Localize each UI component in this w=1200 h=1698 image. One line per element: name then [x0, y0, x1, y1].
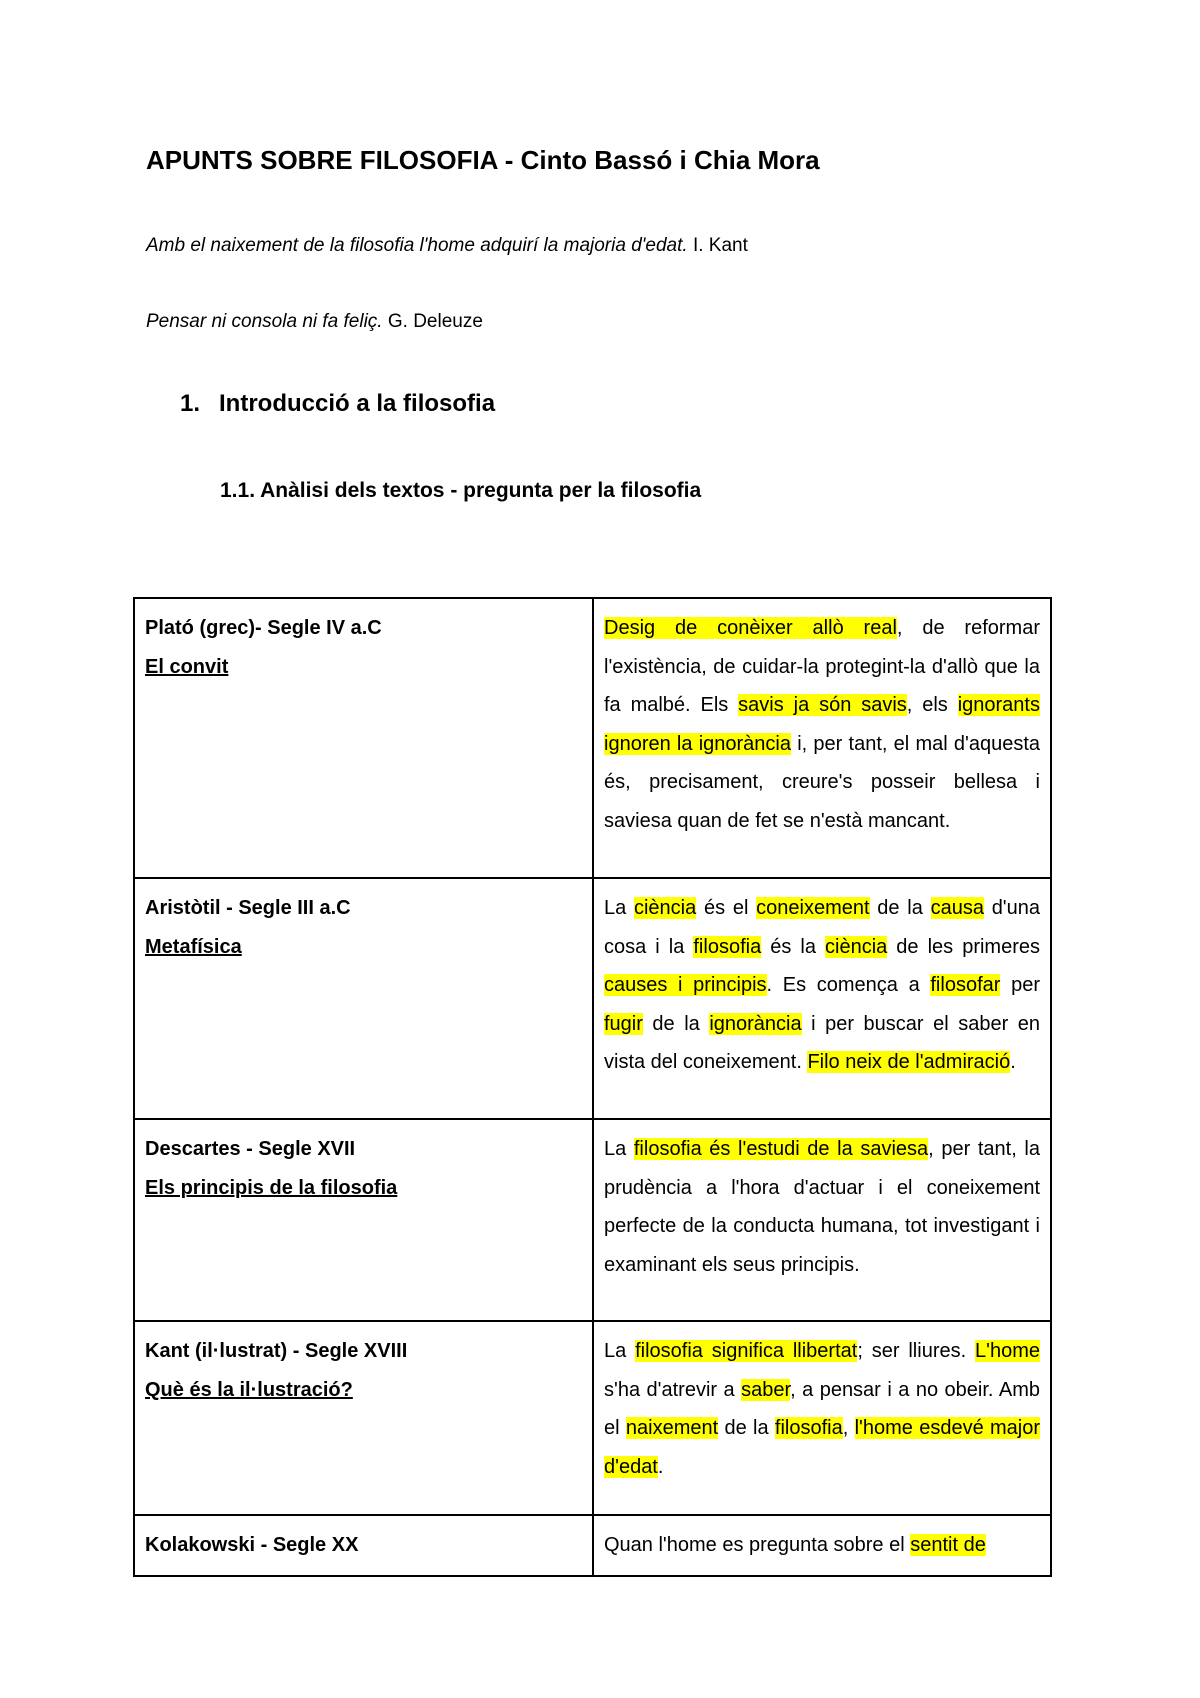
section-heading [180, 390, 495, 418]
highlighted-text: L'home [975, 1340, 1040, 1362]
definition-text: és el [696, 897, 757, 919]
highlighted-text: filosofia [774, 1417, 843, 1439]
definition-text: de les primeres [887, 935, 1040, 958]
highlighted-text: savis ja són savis [738, 694, 907, 716]
table-row [134, 1119, 1051, 1321]
definition-text: , [842, 1417, 855, 1439]
highlighted-text: fugir [604, 1012, 643, 1035]
highlighted-text: ignorants ignoren la ignorància [604, 694, 1040, 755]
definition-text: ; ser lliures. [857, 1340, 975, 1362]
highlighted-text: causes i principis [604, 974, 767, 996]
subsection-heading: 1.1. Anàlisi dels textos - pregunta per la filosofia [220, 479, 702, 502]
table-row [134, 1321, 1051, 1515]
table-row [134, 878, 1051, 1119]
quote-author: G. Deleuze [382, 311, 483, 332]
quote-author: I. Kant [687, 235, 748, 256]
author-name: Descartes - Segle XVII [145, 1138, 356, 1160]
definition-text: , per tant, la prudència a l'hora d'actuar i el coneixement perfecte de la conducta humana, tot investigant i examinant els seus principis. [604, 1138, 1040, 1276]
definition-text: i per buscar el saber en vista del coneixement. [604, 1012, 1041, 1073]
author-cell [134, 878, 593, 1119]
definition-text: és la [761, 935, 825, 958]
quote-deleuze [146, 311, 483, 333]
definition-text: i, per tant, el mal d'aquesta és, precisament, creure's posseir bellesa i saviesa quan de fet se n'està mancant. [604, 732, 1040, 832]
work-title: Què és la il·lustració? [145, 1378, 353, 1401]
author-cell [134, 1515, 593, 1576]
definition-text: . Es comença a [766, 974, 931, 996]
highlighted-text: filosofia és l'estudi de la saviesa [633, 1138, 929, 1160]
author-cell [134, 1321, 593, 1515]
definition-cell [593, 1321, 1051, 1515]
table-row [134, 598, 1051, 878]
definition-text: , de reformar l'existència, de cuidar-la protegint-la d'allò que la fa malbé. Els [604, 617, 1040, 716]
quote-kant [146, 235, 748, 257]
highlighted-text: filosofia significa llibertat [635, 1340, 858, 1362]
highlighted-text: saber [741, 1378, 791, 1401]
work-title: Metafísica [145, 935, 242, 958]
highlighted-text: l'home esdevé major d'edat [604, 1417, 1041, 1478]
highlighted-text: ciència [825, 935, 888, 958]
highlighted-text: sentit de [910, 1534, 986, 1556]
section-title: Introducció a la filosofia [219, 390, 496, 417]
definition-text: La [604, 1340, 636, 1362]
quote-text: Pensar ni consola ni fa feliç. [146, 311, 383, 332]
highlighted-text: causa [930, 897, 984, 919]
highlighted-text: ciència [633, 897, 697, 919]
author-name: Plató (grec)- Segle IV a.C [145, 617, 382, 639]
philosophers-table [133, 597, 1052, 1577]
definition-text: , els [906, 694, 958, 716]
definition-text: La [604, 897, 634, 919]
highlighted-text: Desig de conèixer allò real [604, 617, 897, 639]
table-row [134, 1515, 1051, 1576]
highlighted-text: coneixement [756, 897, 870, 919]
definition-text: . [1010, 1051, 1016, 1073]
definition-cell [593, 1515, 1051, 1576]
highlighted-text: ignorància [709, 1012, 802, 1035]
definition-cell [593, 598, 1051, 878]
definition-cell [593, 1119, 1051, 1321]
section-number: 1. [180, 390, 201, 417]
definition-text: per [1000, 974, 1040, 996]
quote-text: Amb el naixement de la filosofia l'home adquirí la majoria d'edat. [146, 235, 688, 256]
highlighted-text: filosofar [930, 974, 1001, 996]
definition-text: , a pensar i a no obeir. Amb el [604, 1378, 1040, 1439]
definition-text: La [604, 1138, 634, 1160]
work-title: Els principis de la filosofia [145, 1176, 398, 1199]
definition-cell [593, 878, 1051, 1119]
highlighted-text: filosofia [693, 935, 762, 958]
definition-text: de la [869, 897, 931, 919]
definition-text: de la [642, 1012, 710, 1035]
work-title: El convit [145, 655, 229, 678]
highlighted-text: Filo neix de l'admiració [807, 1051, 1011, 1073]
author-name: Kolakowski - Segle XX [145, 1534, 359, 1556]
author-cell [134, 598, 593, 878]
author-cell [134, 1119, 593, 1321]
document-title: APUNTS SOBRE FILOSOFIA - Cinto Bassó i Chia Mora [146, 145, 820, 175]
definition-text: de la [718, 1417, 775, 1439]
definition-text: s'ha d'atrevir a [604, 1378, 742, 1401]
definition-text: . [657, 1455, 664, 1478]
highlighted-text: naixement [625, 1417, 719, 1439]
definition-text: Quan l'home es pregunta sobre el [604, 1534, 911, 1556]
author-name: Kant (il·lustrat) - Segle XVIII [145, 1340, 408, 1362]
definition-text: d'una cosa i la [604, 897, 1040, 958]
author-name: Aristòtil - Segle III a.C [145, 897, 351, 919]
